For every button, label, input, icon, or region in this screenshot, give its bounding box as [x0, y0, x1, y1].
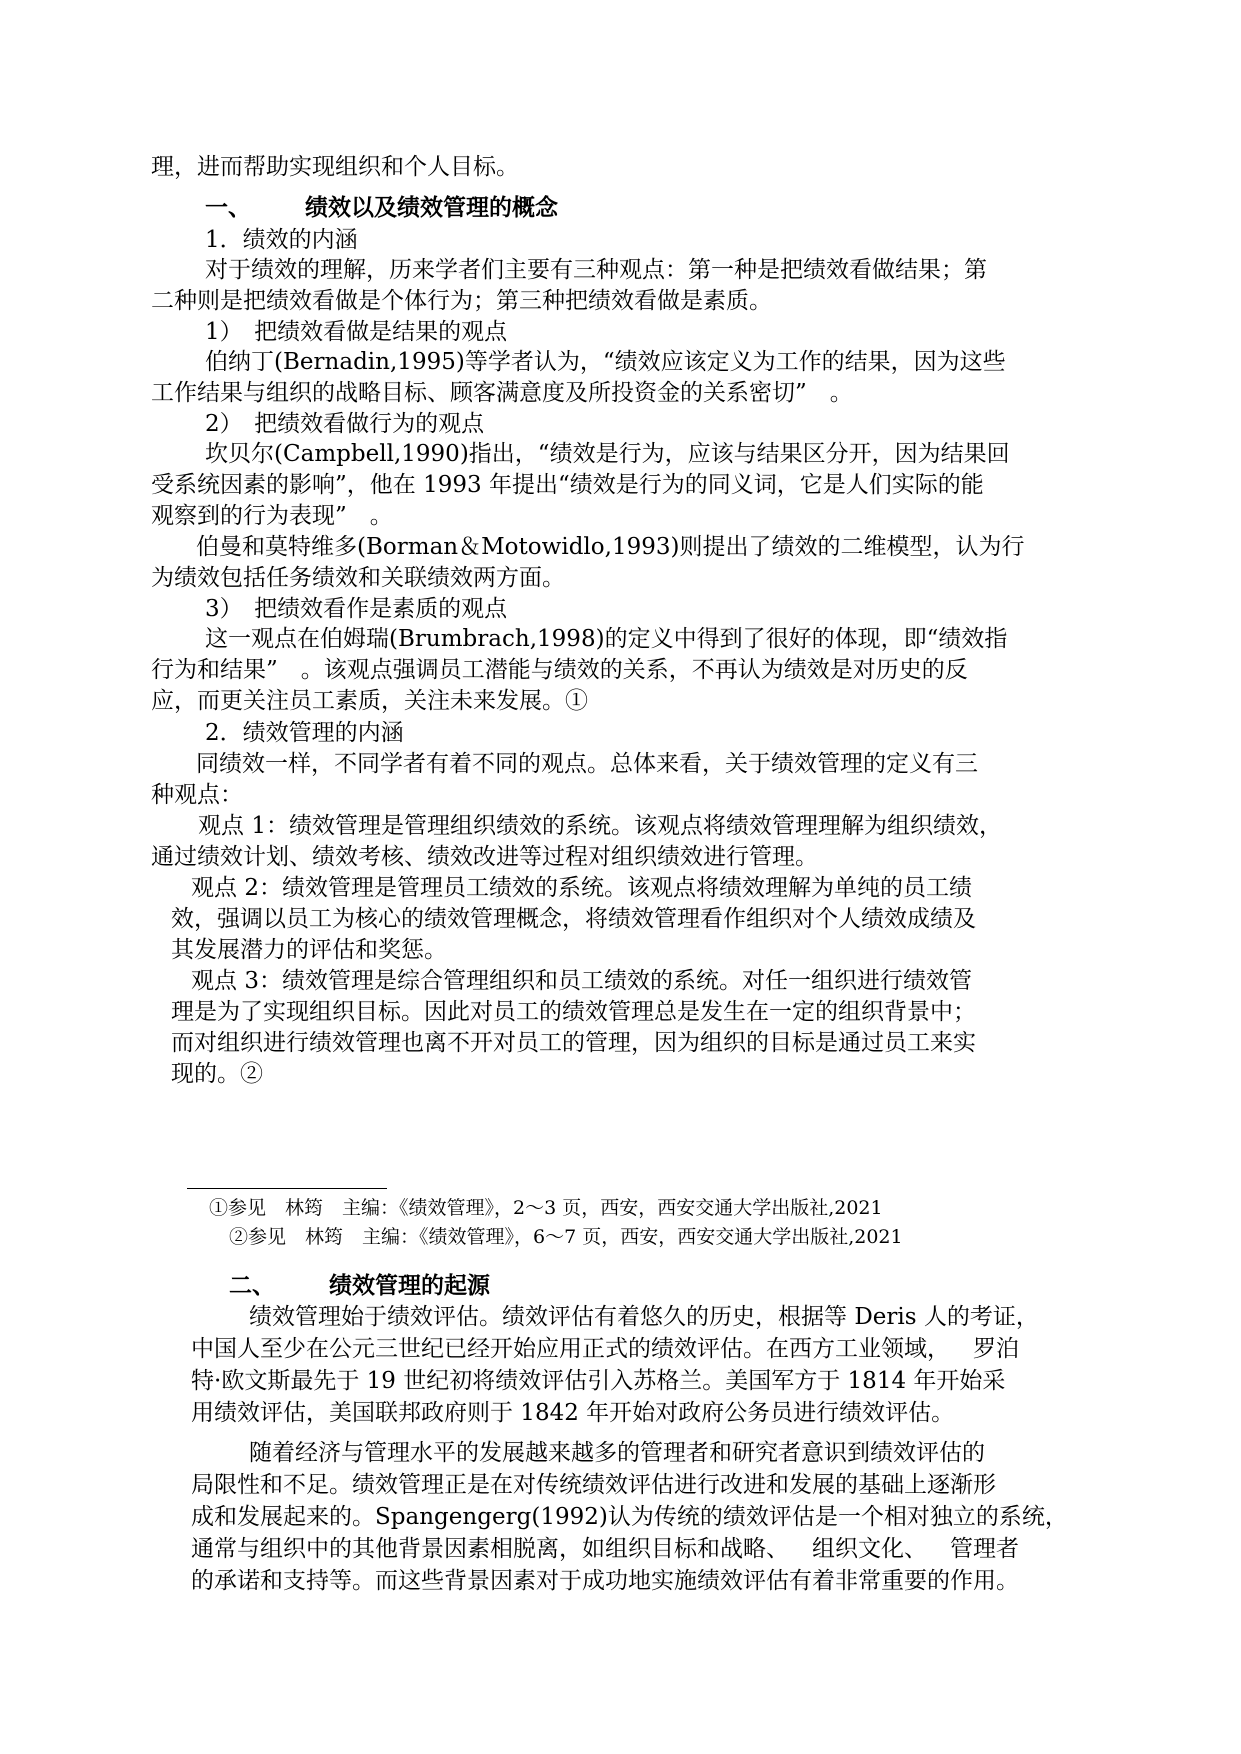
paragraph-line: 效 ， 强 调 以 员 工 为 核 心 的 绩 效 管 理 概 念 ， 将 绩 效 管 理 看 作 组 织 对 个 人 绩 效 成 绩 及	[171, 906, 976, 932]
subsection-title: 2．绩效管理的内涵	[205, 720, 404, 746]
paragraph-line: 理 是 为 了 实 现 组 织 目 标 。 因 此 对 员 工 的 绩 效 管 理 总 是 发 生 在 一 定 的 组 织 背 景 中 ；	[171, 999, 976, 1025]
footnote-divider	[187, 1188, 387, 1189]
paragraph-line: 应，而更关注员工素质，关注未来发展。①	[151, 688, 588, 714]
paragraph-line: 通过绩效计划、绩效考核、绩效改进等过程对组织绩效进行管理。	[151, 844, 818, 870]
footnote-2: ②参见 林筠 主编：《绩效管理》，6～7 页，西安，西安交通大学出版社,2021	[229, 1226, 903, 1248]
paragraph-line: 绩 效 管 理 始 于 绩 效 评 估 。 绩 效 评 估 有 着 悠 久 的 历 史 ， 根 据 等 D e r i s 人 的 考 证 ，	[249, 1304, 1039, 1330]
paragraph-line: 通 常 与 组 织 中 的 其 他 背 景 因 素 相 脱 离 ， 如 组 织 目 标 和 战 略 、 组 织 文 化 、 管 理 者	[191, 1536, 1019, 1562]
section-2-heading	[229, 1271, 490, 1301]
paragraph-line: 这 一 观 点 在 伯 姆 瑞 ( B r u m b r a c h , 1 9 9 8 ) 的 定 义 中 得 到 了 很 好 的 体 现 ， 即 “ 绩 效 指	[205, 626, 1008, 652]
paragraph-line: 观 点 1 ： 绩 效 管 理 是 管 理 组 织 绩 效 的 系 统 。 该 观 点 将 绩 效 管 理 理 解 为 组 织 绩 效 ，	[198, 813, 1002, 839]
paragraph-line: 随 着 经 济 与 管 理 水 平 的 发 展 越 来 越 多 的 管 理 者 和 研 究 者 意 识 到 绩 效 评 估 的	[249, 1440, 985, 1466]
paragraph-line: 中 国 人 至 少 在 公 元 三 世 纪 已 经 开 始 应 用 正 式 的 绩 效 评 估 。 在 西 方 工 业 领 域 ， 罗 泊	[191, 1336, 1019, 1362]
viewpoint-title: 2） 把绩效看做行为的观点	[205, 411, 485, 437]
viewpoint-title: 1） 把绩效看做是结果的观点	[205, 319, 508, 345]
paragraph-line: 坎 贝 尔 ( C a m p b e l l , 1 9 9 0 ) 指 出 ， “ 绩 效 是 行 为 ， 应 该 与 结 果 区 分 开 ， 因 为 结 果 回	[205, 441, 1010, 467]
paragraph-line: 现的。②	[171, 1061, 263, 1087]
paragraph-line: 行 为 和 结 果 ” 。 该 观 点 强 调 员 工 潜 能 与 绩 效 的 关 系 ， 不 再 认 为 绩 效 是 对 历 史 的 反	[151, 657, 968, 683]
section-number: 一、	[205, 194, 251, 221]
paragraph-line: 观察到的行为表现” 。	[151, 503, 393, 529]
paragraph-line: 对 于 绩 效 的 理 解 ， 历 来 学 者 们 主 要 有 三 种 观 点 ： 第 一 种 是 把 绩 效 看 做 结 果 ； 第	[205, 257, 987, 283]
paragraph-line: 受 系 统 因 素 的 影 响 ” ， 他 在 1 9 9 3 年 提 出 “ 绩 效 是 行 为 的 同 义 词 ， 它 是 人 们 实 际 的 能	[151, 472, 984, 498]
paragraph-line: 观 点 2 ： 绩 效 管 理 是 管 理 员 工 绩 效 的 系 统 。 该 观 点 将 绩 效 理 解 为 单 纯 的 员 工 绩	[191, 875, 972, 901]
subsection-title: 1．绩效的内涵	[205, 227, 358, 253]
paragraph-line: 观 点 3 ： 绩 效 管 理 是 综 合 管 理 组 织 和 员 工 绩 效 的 系 统 。 对 任 一 组 织 进 行 绩 效 管	[191, 968, 972, 994]
paragraph-line: 同 绩 效 一 样 ， 不 同 学 者 有 着 不 同 的 观 点 。 总 体 来 看 ， 关 于 绩 效 管 理 的 定 义 有 三	[196, 751, 978, 777]
paragraph-line: 用绩效评估，美国联邦政府则于 1842 年开始对政府公务员进行绩效评估。	[191, 1400, 955, 1426]
paragraph-line: 局 限 性 和 不 足 。 绩 效 管 理 正 是 在 对 传 统 绩 效 评 估 进 行 改 进 和 发 展 的 基 础 上 逐 渐 形	[191, 1472, 996, 1498]
paragraph-line: 种观点：	[151, 782, 243, 808]
continuation-line: 理，进而帮助实现组织和个人目标。	[151, 154, 519, 180]
paragraph-line: 伯 曼 和 莫 特 维 多 ( B o r m a n ＆ M o t o w i d l o , 1 9 9 3 ) 则 提 出 了 绩 效 的 二 维 模 型 ， 认 为 行	[196, 534, 1025, 560]
paragraph-line: 工作结果与组织的战略目标、顾客满意度及所投资金的关系密切” 。	[151, 380, 853, 406]
section-title: 绩效管理的起源	[329, 1272, 490, 1299]
paragraph-line: 二种则是把绩效看做是个体行为；第三种把绩效看做是素质。	[151, 288, 772, 314]
paragraph-line: 的 承 诺 和 支 持 等 。 而 这 些 背 景 因 素 对 于 成 功 地 实 施 绩 效 评 估 有 着 非 常 重 要 的 作 用 。	[191, 1568, 1019, 1594]
paragraph-line: 特 · 欧 文 斯 最 先 于 1 9 世 纪 初 将 绩 效 评 估 引 入 苏 格 兰 。 美 国 军 方 于 1 8 1 4 年 开 始 采	[191, 1368, 1006, 1394]
section-1-heading	[205, 193, 558, 223]
viewpoint-title: 3） 把绩效看作是素质的观点	[205, 596, 508, 622]
paragraph-line: 伯 纳 丁 ( B e r n a d i n , 1 9 9 5 ) 等 学 者 认 为 ， “ 绩 效 应 该 定 义 为 工 作 的 结 果 ， 因 为 这 些	[205, 349, 1006, 375]
footnote-1: ①参见 林筠 主编：《绩效管理》，2～3 页，西安，西安交通大学出版社,2021	[209, 1197, 883, 1219]
paragraph-line: 成 和 发 展 起 来 的 。 S p a n g e n g e r g ( 1 9 9 2 ) 认 为 传 统 的 绩 效 评 估 是 一 个 相 对 独 立 的 系 统 ，	[191, 1504, 1068, 1530]
paragraph-line: 为绩效包括任务绩效和关联绩效两方面。	[151, 565, 565, 591]
section-title: 绩效以及绩效管理的概念	[305, 194, 558, 221]
section-number: 二、	[229, 1272, 275, 1299]
paragraph-line: 其发展潜力的评估和奖惩。	[171, 937, 447, 963]
paragraph-line: 而 对 组 织 进 行 绩 效 管 理 也 离 不 开 对 员 工 的 管 理 ， 因 为 组 织 的 目 标 是 通 过 员 工 来 实	[171, 1030, 976, 1056]
